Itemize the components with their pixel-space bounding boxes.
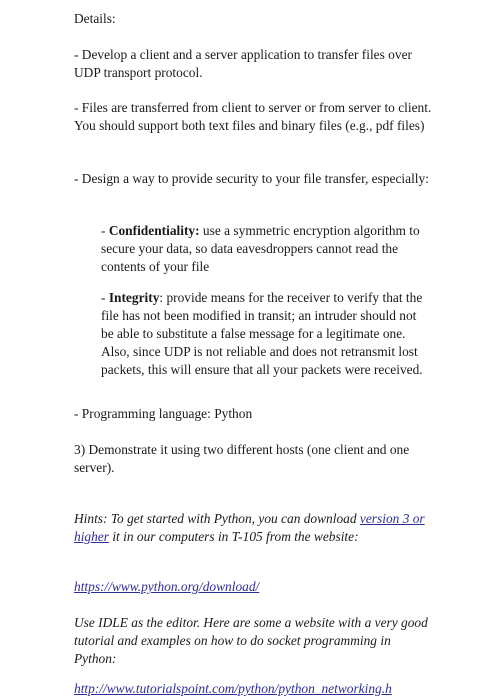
integrity-prefix: - <box>101 290 109 305</box>
version-link[interactable]: version 3 or higher <box>74 511 425 544</box>
confidentiality-term: Confidentiality: <box>108 223 200 238</box>
tutorial-link[interactable]: http://www.tutorialspoint.com/python/python_networking.h <box>74 681 392 696</box>
item-design: - Design a way to provide security to your file transfer, especially: <box>74 171 429 186</box>
confidentiality-text: use a symmetric encryption algorithm to secure your data, so data eavesdroppers cannot read the contents of your file <box>101 223 420 274</box>
item-confidentiality <box>101 222 431 276</box>
item-demonstrate: 3) Demonstrate it using two different hosts (one client and one server). <box>74 442 410 475</box>
item-develop: - Develop a client and a server application to transfer files over UDP transport protocol. <box>74 47 412 80</box>
tutorial-paragraph <box>74 680 494 698</box>
item-files: - Files are transferred from client to server or from server to client. You should support both text files and binary files (e.g., pdf files) <box>74 100 432 133</box>
details-heading: Details: <box>74 11 116 26</box>
integrity-term: Integrity <box>108 290 160 305</box>
python-download-link[interactable]: https://www.python.org/download/ <box>74 579 260 594</box>
python-download-paragraph <box>74 578 434 596</box>
idle-paragraph: Use IDLE as the editor. Here are some a website with a very good tutorial and examples on how to do socket programming in Python: <box>74 615 428 666</box>
integrity-text: : provide means for the receiver to verify that the file has not been modified in transit; an intruder should not be able to substitute a false message for a legitimate one. Also, since UDP is not reliable and does not retransmit lost packets, this will ensure that all your packets were received. <box>101 290 423 377</box>
confidentiality-prefix: - <box>101 223 109 238</box>
hints-paragraph <box>74 510 434 546</box>
item-integrity <box>101 289 431 379</box>
hints-pre: Hints: To get started with Python, you can download <box>74 511 360 526</box>
hints-post: it in our computers in T-105 from the website: <box>108 529 359 544</box>
item-language: - Programming language: Python <box>74 406 253 421</box>
